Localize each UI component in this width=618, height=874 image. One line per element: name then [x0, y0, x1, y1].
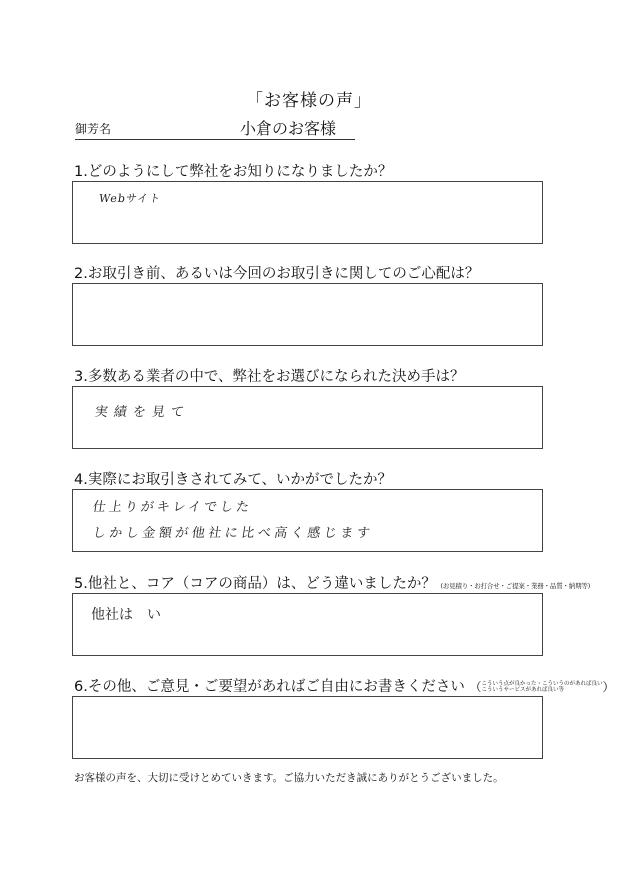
answer-box-2[interactable] — [72, 283, 543, 346]
question-6-note — [481, 681, 602, 694]
answer-box-1[interactable] — [72, 181, 543, 244]
question-3: 3.多数ある業者の中で、弊社をお選びになられた決め手は？ — [74, 369, 465, 385]
question-6: 6.その他、ご意見・ご要望があればご自由にお書きください （こういう点が良かった・こういうのがあれば良い こういうサービスがあれば良い等 ） — [74, 679, 615, 695]
handwritten-answer-4-line-2: しかし金額が他社に比べ高く感じます — [91, 526, 375, 541]
question-6-note-line-2: こういうサービスがあれば良い等 — [481, 687, 564, 693]
handwritten-answer-4-line-1: 仕上りがキレイでした — [91, 500, 254, 515]
customer-name-label: 御芳名 — [75, 122, 112, 136]
customer-name-value: 小倉のお客様 — [240, 119, 337, 138]
answer-box-4[interactable] — [72, 489, 543, 552]
question-5 — [74, 572, 590, 593]
question-1: 1.どのようにして弊社をお知りになりましたか？ — [74, 164, 393, 180]
customer-name-row — [75, 118, 355, 138]
page-title: 「お客様の声」 — [246, 91, 372, 111]
question-2: 2.お取引き前、あるいは今回のお取引きに関してのご心配は？ — [74, 266, 480, 282]
handwritten-answer-3: 実績を見て — [93, 405, 191, 420]
answer-box-5[interactable] — [72, 593, 543, 656]
handwritten-answer-1: Webサイト — [98, 192, 163, 205]
customer-name-underline — [75, 139, 355, 140]
question-6-note-line-1: こういう点が良かった・こういうのがあれば良い — [481, 680, 603, 687]
handwritten-answer-5: 他社は い — [91, 607, 161, 623]
answer-box-3[interactable] — [72, 386, 543, 449]
question-4: 4.実際にお取引きされてみて、いかがでしたか？ — [74, 472, 393, 488]
question-5-text: 5.他社と、コア（コアの商品）は、どう違いましたか？ — [74, 576, 436, 592]
question-6-text: 6.その他、ご意見・ご要望があればご自由にお書きください — [74, 679, 465, 695]
footer-message: お客様の声を、大切に受けとめていきます。ご協力いただき誠にありがとうございました。 — [74, 772, 504, 784]
question-5-note: (お見積り・お打合せ・ご提案・業務・品質・納期等) — [440, 582, 591, 590]
answer-box-6[interactable] — [72, 696, 543, 759]
